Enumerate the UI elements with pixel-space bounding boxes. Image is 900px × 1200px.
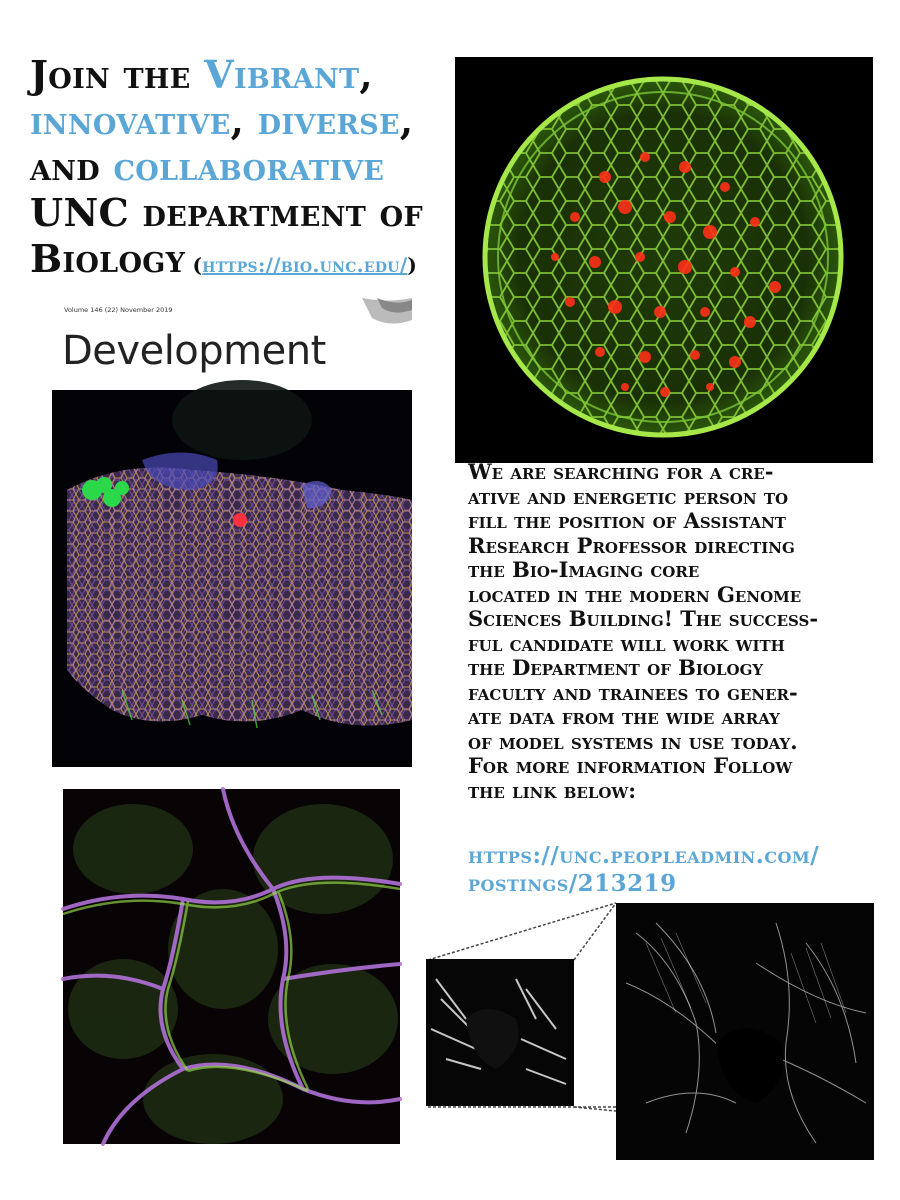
- headline-join: Join the: [30, 52, 191, 97]
- headline-comma: ,: [230, 98, 258, 143]
- journal-cover: [52, 298, 412, 767]
- posting-url-line-2[interactable]: postings/213219: [468, 870, 677, 897]
- description-line: Sciences Building! The success-: [468, 606, 819, 631]
- zoom-inset-graphic: [426, 959, 574, 1106]
- url-open-paren: (: [185, 253, 203, 277]
- description-line: ful candidate will work with: [468, 630, 785, 656]
- description-line: the link below:: [468, 777, 637, 803]
- description-line: fill the position of Assistant: [468, 508, 786, 533]
- url-close-paren: ): [407, 253, 418, 277]
- headline-vibrant: Vibrant: [204, 52, 360, 97]
- headline-comma: ,: [359, 52, 373, 97]
- sphere-image-graphic: [455, 57, 873, 463]
- description-line: the Bio-Imaging core: [468, 557, 700, 582]
- description-line: Research Professor directing: [468, 532, 795, 558]
- headline-collaborative: collaborative: [113, 144, 385, 189]
- description-line: ate data from the wide array: [468, 704, 780, 729]
- microscopy-zoom-inset-image: [426, 959, 574, 1106]
- headline-unc-line: UNC department of: [30, 190, 423, 235]
- cell-junctions-graphic: [63, 789, 400, 1144]
- headline-diverse: diverse: [257, 98, 400, 143]
- description-line: We are searching for a cre-: [468, 459, 774, 484]
- headline-biology: Biology: [30, 236, 186, 281]
- headline-and: and: [30, 144, 100, 189]
- microscopy-cell-junctions-image: [63, 789, 400, 1144]
- description-line: ative and energetic person to: [468, 483, 789, 509]
- department-url-link[interactable]: https://bio.unc.edu/: [202, 253, 408, 277]
- description-line: the Department of Biology: [468, 655, 764, 680]
- microscopy-sphere-image: [455, 57, 873, 463]
- microscopy-zoom-detail-image: [616, 903, 874, 1160]
- zoom-detail-graphic: [616, 903, 874, 1160]
- description-line: located in the modern Genome: [468, 581, 802, 607]
- headline-innovative: innovative: [30, 98, 231, 143]
- cover-volume-label: Volume 146 (22) November 2019: [64, 306, 173, 314]
- job-description: [468, 460, 880, 803]
- cover-microscopy-image: [52, 390, 412, 767]
- posting-url-link[interactable]: [468, 842, 888, 898]
- description-line: faculty and trainees to gener-: [468, 679, 798, 705]
- headline: [30, 52, 450, 288]
- description-line: of model systems in use today.: [468, 728, 798, 754]
- description-line: For more information Follow: [468, 753, 793, 778]
- headline-url-wrap: [185, 253, 417, 277]
- headline-comma: ,: [399, 98, 414, 143]
- cover-logo-mark-icon: [342, 298, 412, 338]
- cover-image-graphic: [52, 390, 412, 767]
- posting-url-line-1[interactable]: https://unc.peopleadmin.com/: [468, 842, 820, 869]
- cover-journal-title: Development: [62, 328, 326, 374]
- cover-header: [52, 298, 412, 390]
